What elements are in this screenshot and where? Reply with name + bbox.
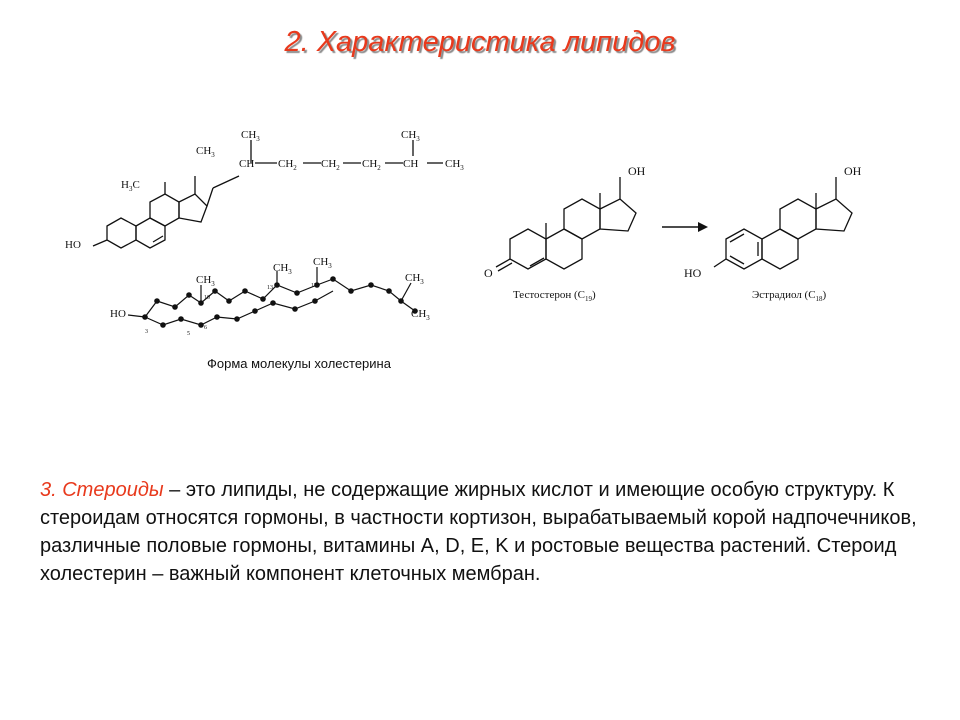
- conformation-ch3-label: $CH_3$: [405, 272, 424, 286]
- estradiol-oh-label: OH: [844, 164, 862, 178]
- estradiol-structure: [680, 155, 880, 305]
- atom-number: 13: [267, 285, 273, 291]
- cholesterol-ch3-label: $CH_3$: [445, 158, 464, 172]
- slide-title: 2. Характеристика липидов: [284, 26, 676, 58]
- estradiol-name: Эстрадиол $(C_{18})$: [752, 289, 827, 303]
- cholesterol-ch-label: CH: [239, 158, 255, 170]
- testosterone-structure: [480, 155, 655, 305]
- conformation-ch3-label: $CH_3$: [196, 274, 215, 288]
- steroids-paragraph: [40, 476, 920, 588]
- atom-number: 10: [204, 295, 210, 301]
- figure-caption: Форма молекулы холестерина: [207, 356, 391, 371]
- testosterone-o-label: O: [484, 266, 493, 280]
- atom-number: 6: [204, 325, 207, 331]
- cholesterol-structure: [55, 118, 485, 258]
- cholesterol-ch3-label: $CH_3$: [401, 129, 420, 143]
- cholesterol-ch2-label: $CH_2$: [362, 158, 381, 172]
- testosterone-name: Тестостерон $(C_{19})$: [513, 289, 596, 303]
- atom-number: 3: [145, 329, 148, 335]
- estradiol-ho-label: HO: [684, 266, 702, 280]
- atom-number: 17: [311, 283, 317, 289]
- conformation-ch3-label: $CH_3$: [273, 262, 292, 276]
- atom-number: 5: [187, 331, 190, 337]
- steroids-description: – это липиды, не содержащие жирных кислот и имеющие особую структуру. К стероидам относятся гормоны, в частности кортизон, вырабатываемый корой надпочечников, различные половые гормоны, витамины A, D, E, K и ростовые вещества растений. Стероид холестерин – важный компонент клеточных мембран.: [40, 479, 917, 585]
- cholesterol-h3c-label: $H_3C$: [121, 179, 140, 193]
- conformation-ho-label: HO: [110, 308, 126, 320]
- steroids-term: 3. Стероиды: [40, 479, 164, 501]
- conformation-ch3-label: $CH_3$: [313, 256, 332, 270]
- cholesterol-ch3-label: $CH_3$: [196, 145, 215, 159]
- cholesterol-conformation: [105, 255, 445, 345]
- cholesterol-ch2-label: $CH_2$: [321, 158, 340, 172]
- cholesterol-ch2-label: $CH_2$: [278, 158, 297, 172]
- testosterone-oh-label: OH: [628, 164, 646, 178]
- conformation-ch3-label: $CH_3$: [411, 308, 430, 322]
- cholesterol-ho-label: HO: [65, 239, 81, 251]
- cholesterol-ch-label: CH: [403, 158, 419, 170]
- cholesterol-ch3-label: $CH_3$: [241, 129, 260, 143]
